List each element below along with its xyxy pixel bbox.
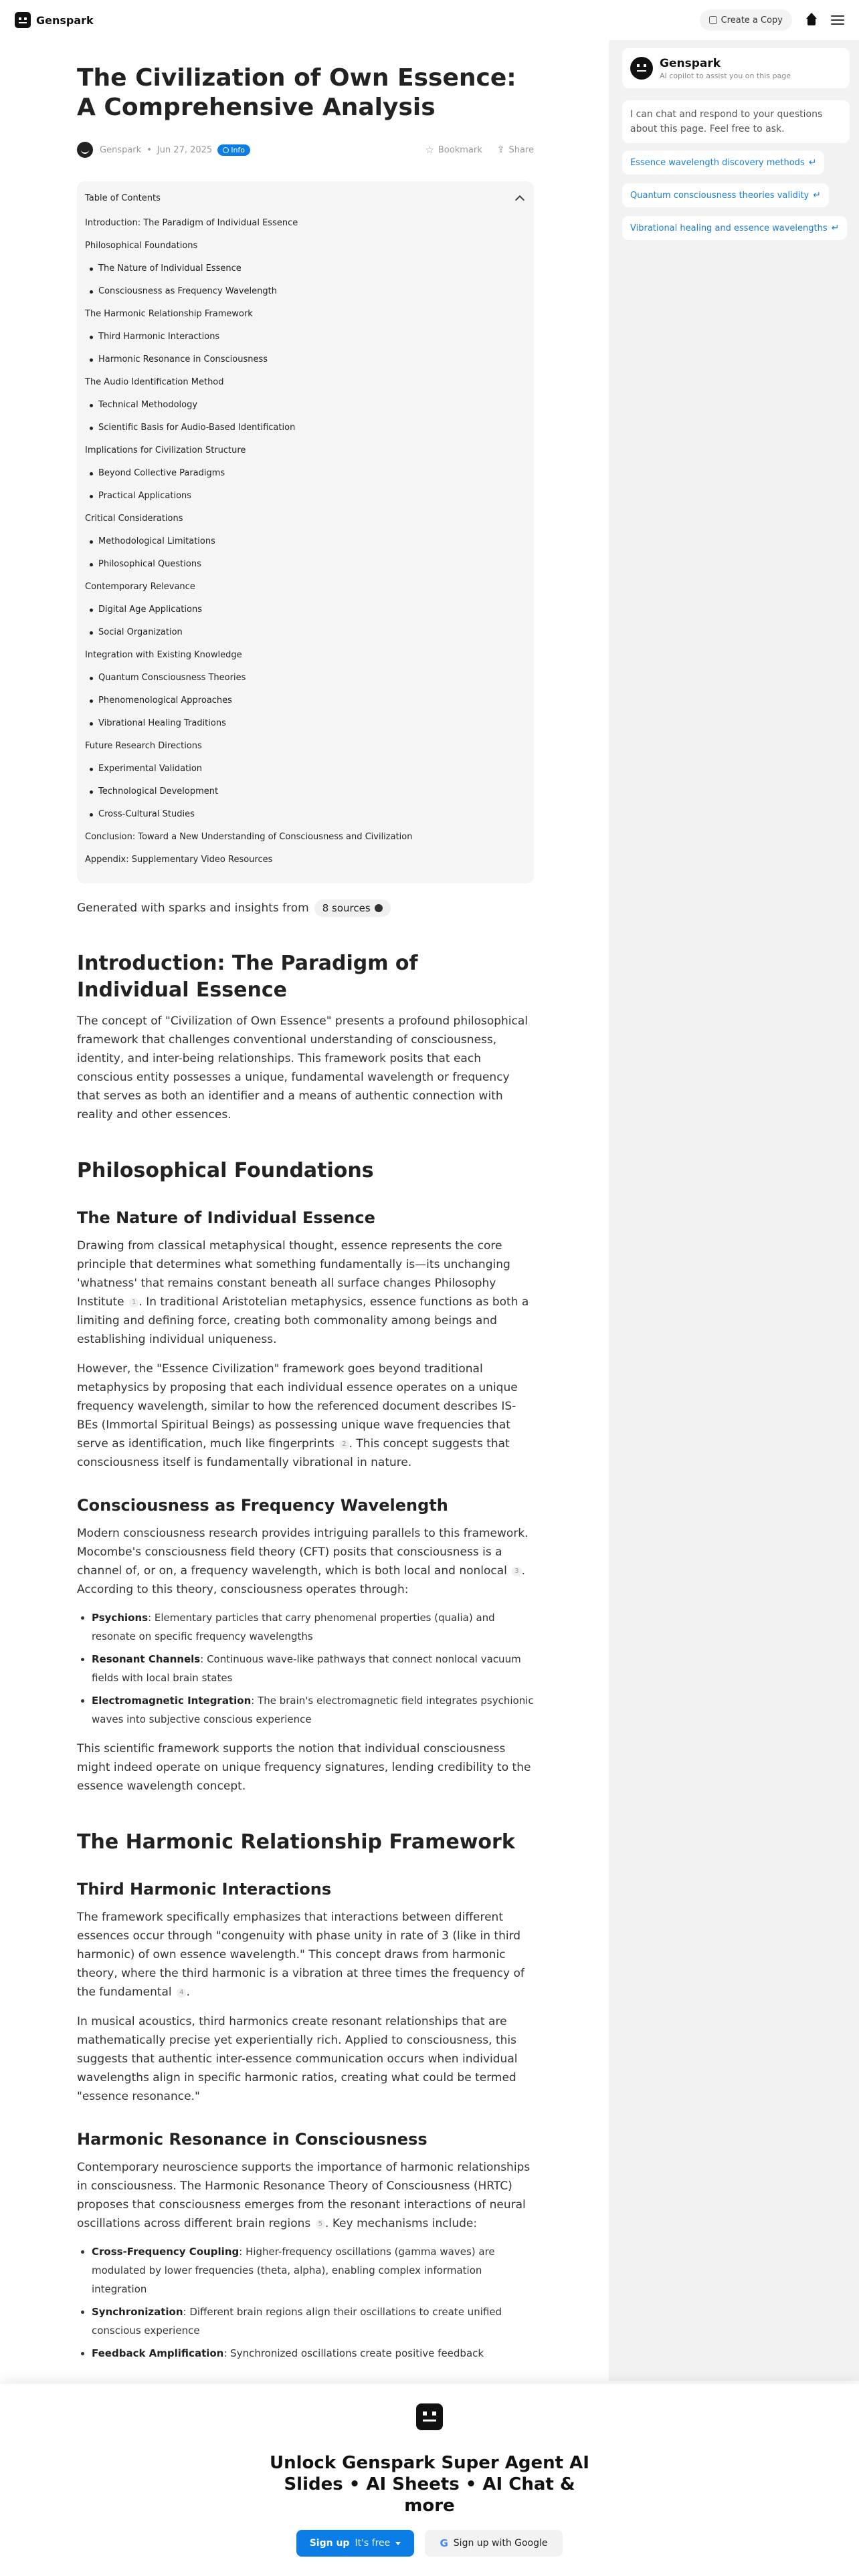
toc-item[interactable]: The Harmonic Relationship Framework: [85, 309, 253, 319]
section-heading-philosophical: Philosophical Foundations: [77, 1159, 374, 1182]
toc-item[interactable]: Integration with Existing Knowledge: [85, 650, 242, 660]
genspark-logo-icon: [630, 57, 653, 80]
share-button[interactable]: [497, 144, 534, 156]
author-name[interactable]: Genspark: [100, 144, 142, 155]
subsection-heading-nature: The Nature of Individual Essence: [77, 1208, 375, 1227]
toc-subitem[interactable]: Philosophical Questions: [85, 553, 526, 576]
toc-item[interactable]: Implications for Civilization Structure: [85, 445, 246, 455]
citation-badge[interactable]: 5: [316, 2220, 325, 2229]
signup-overlay: [0, 2384, 859, 2576]
sources-button[interactable]: [314, 899, 391, 917]
toc-subitem[interactable]: The Nature of Individual Essence: [85, 257, 526, 280]
info-icon: [223, 147, 229, 153]
copilot-header: [622, 48, 850, 88]
section-heading-harmonic: The Harmonic Relationship Framework: [77, 1830, 515, 1854]
citation-badge[interactable]: 1: [129, 1298, 138, 1307]
consciousness-paragraph-1: Modern consciousness research provides intriguing parallels to this framework. Mocombe's consciousness field theory (CFT) posits that consciousness is a channel of, or on, a frequency wavelength, which is both local and nonlocal 3 . According to this theory, consciousness operates through:: [77, 1527, 529, 1596]
toc-item[interactable]: Conclusion: Toward a New Understanding of Consciousness and Civilization: [85, 832, 413, 842]
citation-badge[interactable]: 4: [177, 1988, 186, 1998]
toc-item[interactable]: The Audio Identification Method: [85, 377, 224, 387]
toc-subitem[interactable]: Methodological Limitations: [85, 530, 526, 553]
enter-arrow-icon: ↵: [808, 157, 817, 168]
brand-name: Genspark: [36, 13, 94, 27]
toc-heading: Table of Contents: [85, 193, 161, 203]
sign-up-button[interactable]: Sign up It's free: [296, 2530, 414, 2557]
article-actions: [425, 144, 534, 156]
citation-badge[interactable]: 2: [339, 1440, 349, 1449]
toc-subitem[interactable]: Experimental Validation: [85, 758, 526, 780]
subsection-heading-third-harmonic: Third Harmonic Interactions: [77, 1880, 332, 1899]
toc-subitem[interactable]: Cross-Cultural Studies: [85, 803, 526, 826]
copilot-panel: [609, 40, 859, 2381]
list-item: • Cross-Frequency Coupling: Higher-frequency oscillations (gamma waves) are modulated by lower frequencies (theta, alpha), enabling complex information integration: [92, 2242, 534, 2298]
copilot-message: I can chat and respond to your questions about this page. Feel free to ask.: [622, 100, 850, 143]
third-harmonic-paragraph-2: In musical acoustics, third harmonics create resonant relationships that are mathematically precise yet experientially rich. Applied to consciousness, this suggests that authentic inter-essence communication occurs when individual wavelengths align in specific harmonic ratios, creating what could be termed "essence resonance.": [77, 2015, 518, 2103]
chevron-up-icon[interactable]: [515, 195, 524, 204]
toc-item[interactable]: Critical Considerations: [85, 514, 183, 524]
sources-count: 8 sources: [322, 902, 371, 914]
avatar: [77, 142, 93, 158]
resonance-paragraph-1: Contemporary neuroscience supports the importance of harmonic relationships in consciousness. The Harmonic Resonance Theory of Consciousness (HRTC) proposes that consciousness emerges from the resonant interactions of neural oscillations across different brain regions 5 . Key mechanisms include:: [77, 2161, 531, 2230]
info-label: Info: [231, 145, 246, 154]
suggestion-chip[interactable]: Quantum consciousness theories validity ↵: [622, 183, 829, 207]
table-of-contents: [77, 181, 534, 883]
subsection-heading-resonance: Harmonic Resonance in Consciousness: [77, 2130, 427, 2149]
toc-subitem[interactable]: Technological Development: [85, 780, 526, 803]
toc-subitem[interactable]: Technical Methodology: [85, 394, 526, 417]
consciousness-paragraph-2: This scientific framework supports the notion that individual consciousness might indeed operate on unique frequency signatures, lending credibility to the essence wavelength concept.: [77, 1742, 531, 1793]
toc-item[interactable]: Contemporary Relevance: [85, 582, 195, 592]
publish-date: Jun 27, 2025: [157, 144, 213, 155]
resonance-list: [77, 2242, 534, 2363]
google-icon: G: [440, 2537, 448, 2549]
consciousness-list: [77, 1608, 534, 1729]
subsection-heading-consciousness: Consciousness as Frequency Wavelength: [77, 1496, 448, 1515]
home-icon[interactable]: [804, 13, 819, 27]
genspark-logo-icon: [15, 12, 31, 28]
create-copy-button[interactable]: [700, 9, 792, 31]
section-heading-introduction: Introduction: The Paradigm of Individual Essence: [77, 952, 418, 1002]
list-item: • Resonant Channels: Continuous wave-like pathways that connect nonlocal vacuum fields with local brain states: [92, 1650, 534, 1687]
create-copy-label: Create a Copy: [721, 15, 783, 25]
sources-text: Generated with sparks and insights from: [77, 901, 309, 915]
toc-item[interactable]: Appendix: Supplementary Video Resources: [85, 855, 273, 865]
bookmark-button[interactable]: [425, 144, 482, 156]
list-item: • Psychions: Elementary particles that carry phenomenal properties (qualia) and resonate on specific frequency wavelengths: [92, 1608, 534, 1646]
copilot-name: Genspark: [660, 56, 721, 70]
page-title: The Civilization of Own Essence: A Comprehensive Analysis: [77, 64, 516, 121]
article: [77, 64, 534, 2367]
overlay-title: Unlock Genspark Super Agent AI Slides • AI Sheets • AI Chat & more: [270, 2453, 589, 2516]
intro-paragraph: The concept of "Civilization of Own Essence" presents a profound philosophical framework that challenges conventional understanding of consciousness, identity, and inter-being relationships. This framework posits that each conscious entity possesses a unique, fundamental wavelength or frequency that serves as both an identifier and a means of authentic connection with reality and other essences.: [77, 1014, 529, 1121]
list-item: • Synchronization: Different brain regions align their oscillations to create unified conscious experience: [92, 2302, 534, 2340]
bookmark-label: Bookmark: [438, 144, 482, 155]
toc-item[interactable]: Introduction: The Paradigm of Individual Essence: [85, 218, 298, 228]
google-sign-up-button[interactable]: G Sign up with Google: [425, 2530, 563, 2557]
suggestion-chip[interactable]: Essence wavelength discovery methods ↵: [622, 150, 824, 175]
nature-paragraph-2: However, the "Essence Civilization" framework goes beyond traditional metaphysics by proposing that each individual essence operates on a unique frequency wavelength, similar to how the referenced document describes IS-BEs (Immortal Spiritual Beings) as possessing unique wave frequencies that serve as identification, much like fingerprints 2 . This concept suggests that consciousness itself is fundamentally vibrational in nature.: [77, 1362, 518, 1469]
toc-subitem[interactable]: Vibrational Healing Traditions: [85, 712, 526, 735]
citation-badge[interactable]: 3: [512, 1567, 521, 1576]
share-icon: ⇪: [496, 144, 505, 155]
toc-subitem[interactable]: Beyond Collective Paradigms: [85, 462, 526, 485]
toc-header[interactable]: [85, 191, 526, 205]
suggestion-chip[interactable]: Vibrational healing and essence wavelengths ↵: [622, 216, 847, 240]
brand[interactable]: [15, 12, 94, 28]
toc-subitem[interactable]: Phenomenological Approaches: [85, 689, 526, 712]
toc-subitem[interactable]: Digital Age Applications: [85, 599, 526, 621]
genspark-logo-icon: [416, 2403, 443, 2430]
menu-icon[interactable]: [831, 15, 844, 25]
list-item: • Feedback Amplification: Synchronized oscillations create positive feedback: [92, 2344, 534, 2363]
toc-subitem[interactable]: Harmonic Resonance in Consciousness: [85, 348, 526, 371]
star-icon: ☆: [425, 144, 434, 156]
list-item: • Electromagnetic Integration: The brain's electromagnetic field integrates psychionic waves into subjective conscious experience: [92, 1691, 534, 1729]
top-actions: [700, 9, 844, 31]
copilot-subtitle: AI copilot to assist you on this page: [660, 71, 791, 80]
enter-arrow-icon: ↵: [831, 223, 840, 233]
meta-separator: •: [147, 144, 152, 155]
top-bar: [0, 0, 859, 40]
copy-icon: [709, 16, 717, 24]
sources-line: [77, 899, 534, 917]
toc-item[interactable]: Philosophical Foundations: [85, 241, 198, 251]
share-label: Share: [508, 144, 534, 155]
toc-subitem[interactable]: Third Harmonic Interactions: [85, 326, 526, 348]
toc-subitem[interactable]: Quantum Consciousness Theories: [85, 667, 526, 689]
toc-subitem[interactable]: Practical Applications: [85, 485, 526, 508]
sources-icon: [375, 904, 383, 912]
overlay-buttons: [0, 2530, 859, 2557]
nature-paragraph-1: Drawing from classical metaphysical thought, essence represents the core principle that determines what something fundamentally is—its unchanging 'whatness' that remains constant beneath all surface changes Philosophy Institute 1 . In traditional Aristotelian metaphysics, essence functions as both a limiting and defining force, creating both commonality among beings and establishing individual uniqueness.: [77, 1239, 529, 1346]
toc-subitem[interactable]: Consciousness as Frequency Wavelength: [85, 280, 526, 303]
enter-arrow-icon: ↵: [813, 190, 821, 201]
third-harmonic-paragraph-1: The framework specifically emphasizes that interactions between different essences occur through "congenuity with phase unity in rate of 3 (like in third harmonic) of own essence wavelength." This concept draws from harmonic theory, where the third harmonic is a vibration at three times the frequency of the fundamental 4 .: [77, 1911, 524, 1999]
article-meta: [77, 141, 534, 158]
toc-item[interactable]: Future Research Directions: [85, 741, 202, 751]
chevron-down-icon: [395, 2542, 401, 2545]
toc-subitem[interactable]: Scientific Basis for Audio-Based Identification: [85, 417, 526, 439]
toc-list: [85, 212, 526, 871]
info-badge[interactable]: [217, 144, 250, 156]
toc-subitem[interactable]: Social Organization: [85, 621, 526, 644]
